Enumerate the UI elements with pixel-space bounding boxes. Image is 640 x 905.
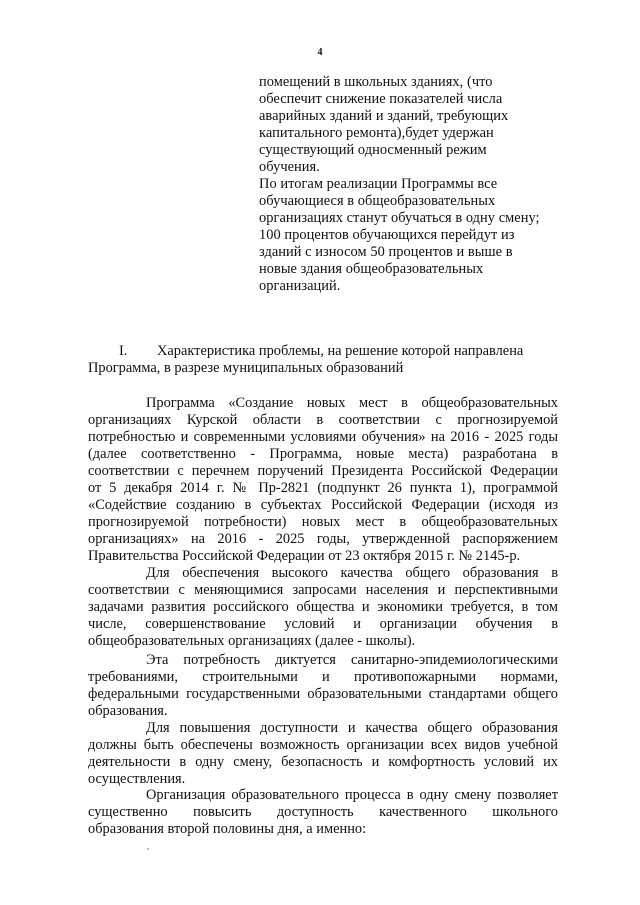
text-line: Организация образовательного процесса в одну смену позволяет [146,787,558,803]
text-line: (далее соответственно - Программа, новые места) разработана в [88,446,558,462]
text-line: задачами развития российского общества и экономики требуется, в том [88,599,558,615]
text-line: образования второй половины дня, а именно: [88,821,367,837]
text-line: прогнозируемой потребности) новых мест в общеобразовательных [88,514,558,530]
text-line: зданий с износом 50 процентов и выше в [259,244,513,260]
text-line: деятельности в одну смену, безопасность и комфортность условий их [88,754,558,770]
text-line: Правительства Российской Федерации от 23 октября 2015 г. № 2145-р. [88,548,521,564]
text-line: «Содействие созданию в субъектах Российской Федерации (исходя из [88,497,558,513]
text-line: организаций. [259,278,341,294]
paragraph-4 [88,720,558,788]
text-line: обучения. [259,159,320,175]
paragraph-3 [88,652,558,720]
scan-speck [147,848,149,850]
text-line: Эта потребность диктуется санитарно-эпидемиологическими [146,652,558,668]
text-line: 100 процентов обучающихся перейдут из [259,227,515,243]
section-heading-line [119,343,554,360]
text-line: По итогам реализации Программы все [259,176,498,192]
text-line: от 5 декабря 2014 г. № Пр-2821 (подпункт 26 пункта 1), программой [88,480,558,496]
section-number: I. [119,343,128,359]
section-heading-continued [88,360,558,377]
section-heading [119,343,554,360]
text-line: потребностью и современными условиями обучения» на 2016 - 2025 годы [88,429,558,445]
text-line: Для обеспечения высокого качества общего образования в [146,565,558,581]
paragraph-1 [88,395,558,565]
text-line: Для повышения доступности и качества общего образования [146,720,558,736]
text-line: требованиями, строительными и противопожарными нормами, [88,669,558,685]
text-line: Программа «Создание новых мест в общеобразовательных [146,395,558,411]
text-line: соответствии с перечнем поручений Президента Российской Федерации [88,463,558,479]
text-line: общеобразовательных организациях (далее - школы). [88,633,416,649]
text-line: должны быть обеспечены возможность организации всех видов учебной [88,737,558,753]
intro-text-block [259,74,559,295]
section-title-line2: Программа, в разрезе муниципальных образований [88,360,404,376]
text-line: организациях» на 2016 - 2025 годы, утвержденной распоряжением [88,531,558,547]
text-line: образования. [88,703,168,719]
text-line: федеральными государственными образовательными стандартами общего [88,686,558,702]
text-line: существенно повысить доступность качественного школьного [88,804,558,820]
text-line: обучающиеся в общеобразовательных [259,193,496,209]
paragraph-2 [88,565,558,650]
text-line: капитального ремонта),будет удержан [259,125,494,141]
page-number: 4 [317,47,323,58]
text-line: организациях Курской области в соответствии с прогнозируемой [88,412,558,428]
section-title: Характеристика проблемы, на решение которой направлена [157,343,524,359]
text-line: помещений в школьных зданиях, (что [259,74,493,90]
text-line: обеспечит снижение показателей числа [259,91,503,107]
text-line: организациях станут обучаться в одну смену; [259,210,540,226]
text-line: соответствии с меняющимися запросами населения и перспективными [88,582,558,598]
text-line: числе, совершенствование условий и организации обучения в [88,616,558,632]
text-line: осуществления. [88,771,186,787]
text-line: аварийных зданий и зданий, требующих [259,108,509,124]
text-line: новые здания общеобразовательных [259,261,484,277]
paragraph-5 [88,787,558,838]
text-line: существующий односменный режим [259,142,487,158]
